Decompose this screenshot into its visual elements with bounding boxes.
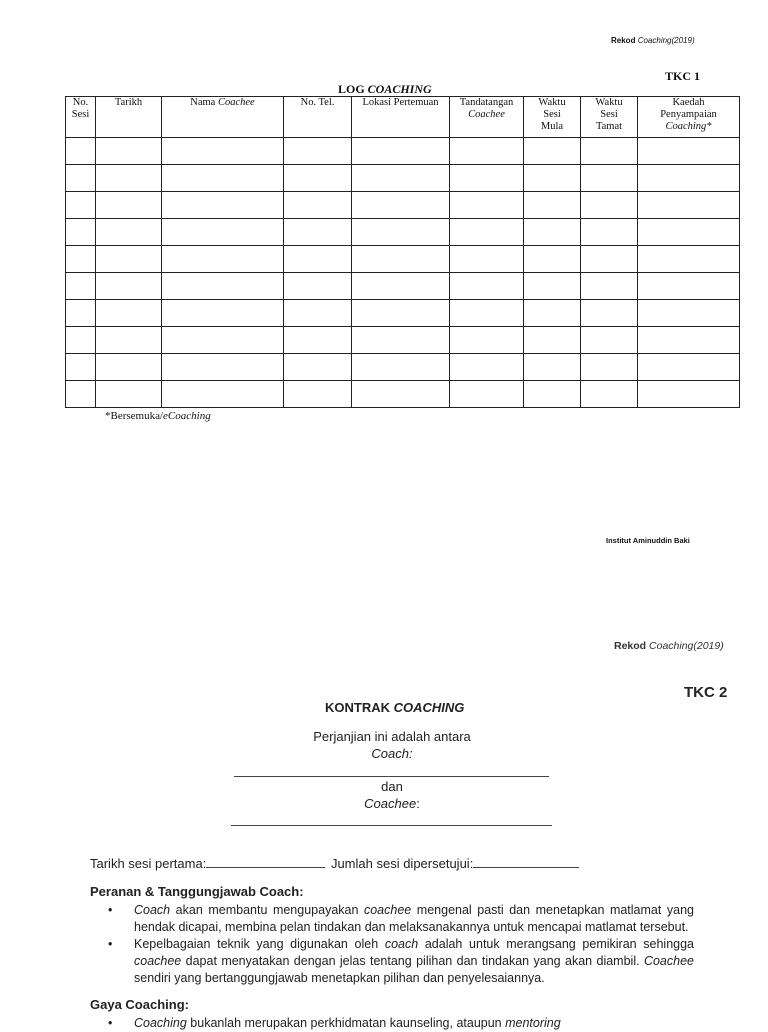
table-cell <box>96 381 162 408</box>
table-cell <box>450 246 524 273</box>
table-cell <box>96 354 162 381</box>
table-cell <box>524 246 581 273</box>
col-lokasi: Lokasi Pertemuan <box>352 97 450 138</box>
page1-header <box>611 36 695 45</box>
tkc2-label: TKC 2 <box>684 684 728 701</box>
list-item: • Kepelbagaian teknik yang digunakan oleh coach adalah untuk merangsang pemikiran sehingga coachee dapat menyatakan dengan jelas tentang pilihan dan tindakan yang akan diambil. Coachee sendiri yang bertanggungjawab menetapkan pilihan dan penyelesaiannya. <box>108 936 694 987</box>
table-cell <box>66 219 96 246</box>
table-cell <box>96 192 162 219</box>
table-row <box>66 219 740 246</box>
table-cell <box>581 138 638 165</box>
table-row <box>66 273 740 300</box>
table-cell <box>162 273 284 300</box>
table-cell <box>450 327 524 354</box>
table-cell <box>284 381 352 408</box>
section-peranan-title: Peranan & Tanggungjawab Coach: <box>90 884 304 899</box>
table-row <box>66 381 740 408</box>
table-cell <box>352 300 450 327</box>
table-cell <box>66 192 96 219</box>
table-cell <box>524 327 581 354</box>
table-cell <box>284 219 352 246</box>
session-row <box>90 856 579 871</box>
page1-footer: Institut Aminuddin Baki <box>606 536 690 545</box>
table-cell <box>524 300 581 327</box>
col-kaedah: Kaedah Penyampaian Coaching* <box>638 97 740 138</box>
table-cell <box>284 246 352 273</box>
section-gaya-title: Gaya Coaching: <box>90 997 189 1012</box>
dan-text: dan <box>381 779 403 794</box>
table-row <box>66 138 740 165</box>
table-cell <box>96 246 162 273</box>
kontrak-title: KONTRAK COACHING <box>325 700 465 715</box>
tkc1-label: TKC 1 <box>665 69 701 83</box>
table-cell <box>96 273 162 300</box>
page2-header <box>614 640 724 652</box>
header2-coaching: Coaching(2019) <box>649 640 724 652</box>
table-cell <box>638 354 740 381</box>
table-cell <box>581 246 638 273</box>
col-nama-coachee: Nama Coachee <box>162 97 284 138</box>
col-tarikh: Tarikh <box>96 97 162 138</box>
header-rekod: Rekod <box>611 36 636 45</box>
table-cell <box>450 381 524 408</box>
table-row <box>66 192 740 219</box>
table-cell <box>352 354 450 381</box>
table-cell <box>524 381 581 408</box>
table-cell <box>638 327 740 354</box>
table-cell <box>581 273 638 300</box>
table-cell <box>581 219 638 246</box>
table-cell <box>352 219 450 246</box>
table-cell <box>66 138 96 165</box>
table-cell <box>581 327 638 354</box>
table-cell <box>581 165 638 192</box>
table-cell <box>638 192 740 219</box>
table-cell <box>162 219 284 246</box>
table-cell <box>66 273 96 300</box>
table-header-row <box>66 97 740 138</box>
log-footnote: *Bersemuka/eCoaching <box>105 410 211 422</box>
table-cell <box>352 138 450 165</box>
table-cell <box>162 327 284 354</box>
agreement-text: Perjanjian ini adalah antara <box>313 729 471 744</box>
table-cell <box>162 300 284 327</box>
table-cell <box>352 246 450 273</box>
table-cell <box>450 273 524 300</box>
table-cell <box>66 165 96 192</box>
sessions-agreed-line <box>473 867 579 868</box>
table-cell <box>162 246 284 273</box>
list-item: • Coaching bukanlah merupakan perkhidmatan kaunseling, ataupun mentoring <box>108 1015 694 1032</box>
table-cell <box>284 354 352 381</box>
table-cell <box>96 165 162 192</box>
table-cell <box>638 165 740 192</box>
table-cell <box>96 138 162 165</box>
table-cell <box>162 165 284 192</box>
table-row <box>66 327 740 354</box>
table-cell <box>450 138 524 165</box>
sessions-agreed-label: Jumlah sesi dipersetujui: <box>330 856 474 871</box>
first-session-label: Tarikh sesi pertama: <box>90 856 207 871</box>
table-cell <box>162 138 284 165</box>
table-cell <box>66 246 96 273</box>
table-cell <box>352 327 450 354</box>
table-cell <box>352 381 450 408</box>
table-cell <box>450 300 524 327</box>
table-cell <box>638 246 740 273</box>
coachee-label: Coachee: <box>364 796 420 811</box>
coach-name-line <box>234 776 549 777</box>
table-row <box>66 246 740 273</box>
table-cell <box>66 381 96 408</box>
table-row <box>66 165 740 192</box>
coach-label: Coach: <box>371 746 413 761</box>
table-cell <box>581 300 638 327</box>
log-title-italic: COACHING <box>367 82 432 96</box>
header2-rekod: Rekod <box>614 640 647 652</box>
col-waktu-mula: Waktu Sesi Mula <box>524 97 581 138</box>
table-cell <box>162 354 284 381</box>
table-cell <box>450 192 524 219</box>
table-cell <box>284 165 352 192</box>
table-cell <box>638 273 740 300</box>
table-cell <box>524 165 581 192</box>
col-no-sesi: No. Sesi <box>66 97 96 138</box>
table-cell <box>638 138 740 165</box>
table-row <box>66 300 740 327</box>
table-cell <box>66 300 96 327</box>
log-title-plain: LOG <box>338 82 368 96</box>
coachee-name-line <box>231 825 552 826</box>
table-cell <box>284 327 352 354</box>
table-row <box>66 354 740 381</box>
log-title <box>338 82 432 97</box>
table-cell <box>66 327 96 354</box>
table-cell <box>524 273 581 300</box>
peranan-list <box>108 902 694 987</box>
header-coaching: Coaching(2019) <box>637 36 695 45</box>
table-cell <box>352 273 450 300</box>
table-cell <box>96 327 162 354</box>
table-cell <box>162 381 284 408</box>
coaching-log-table <box>65 96 740 408</box>
first-session-line <box>206 867 325 868</box>
table-cell <box>638 219 740 246</box>
table-cell <box>450 219 524 246</box>
table-cell <box>162 192 284 219</box>
table-cell <box>352 192 450 219</box>
table-cell <box>284 300 352 327</box>
table-cell <box>638 300 740 327</box>
table-cell <box>352 165 450 192</box>
table-cell <box>581 381 638 408</box>
table-cell <box>524 354 581 381</box>
table-cell <box>524 219 581 246</box>
table-cell <box>581 354 638 381</box>
table-cell <box>450 165 524 192</box>
col-tandatangan: Tandatangan Coachee <box>450 97 524 138</box>
table-cell <box>96 300 162 327</box>
list-item: • Coach akan membantu mengupayakan coachee mengenal pasti dan menetapkan matlamat yang hendak dicapai, membina pelan tindakan dan melaksanakannya untuk mencapai matlamat tersebut. <box>108 902 694 936</box>
table-cell <box>66 354 96 381</box>
table-cell <box>524 192 581 219</box>
col-no-tel: No. Tel. <box>284 97 352 138</box>
col-waktu-tamat: Waktu Sesi Tamat <box>581 97 638 138</box>
table-cell <box>450 354 524 381</box>
table-cell <box>638 381 740 408</box>
table-cell <box>284 273 352 300</box>
table-cell <box>96 219 162 246</box>
table-cell <box>284 192 352 219</box>
table-cell <box>524 138 581 165</box>
table-cell <box>284 138 352 165</box>
table-cell <box>581 192 638 219</box>
